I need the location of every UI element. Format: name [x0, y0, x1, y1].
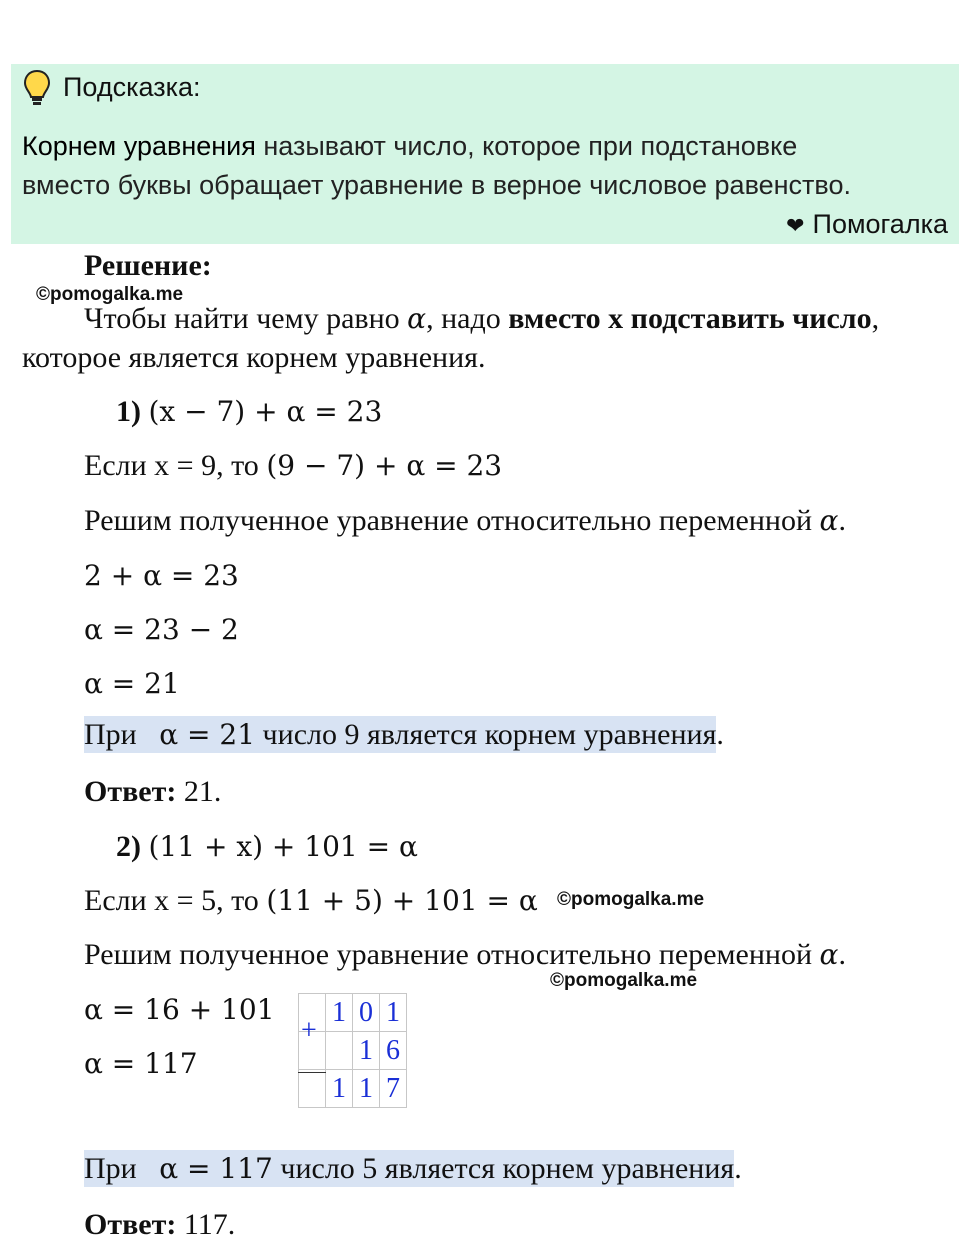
part1-conclusion-end: .	[716, 718, 724, 751]
watermark-1: ©pomogalka.me	[36, 284, 184, 305]
part1-answer-value: 21.	[176, 775, 222, 808]
part1-conclusion	[84, 718, 724, 752]
part2-equation	[116, 830, 418, 864]
heart-icon: ❤	[786, 213, 805, 238]
part2-if-text: Если х = 5, то	[84, 884, 267, 917]
part2-conclusion-b: число 5 является корнем уравнения	[272, 1152, 735, 1185]
part2-step-2: α = 117	[84, 1047, 198, 1080]
column-cell	[299, 1070, 326, 1108]
part1-eq: (x − 7) + α = 23	[148, 395, 383, 428]
part1-num: 1)	[116, 395, 141, 428]
hint-text-line2: вместо буквы обращает уравнение в верное числовое равенство.	[22, 170, 851, 200]
intro-bold: вместо х подставить число	[508, 302, 872, 335]
column-cell: 0	[353, 994, 380, 1032]
solution-heading: Решение:	[84, 249, 212, 282]
part1-equation	[116, 395, 382, 429]
hint-brand	[786, 209, 948, 240]
column-addition	[298, 993, 407, 1108]
part1-solve	[84, 504, 846, 538]
part1-solve-var: α	[819, 504, 839, 537]
part2-solve-var: α	[819, 938, 839, 971]
part2-conclusion	[84, 1152, 742, 1186]
column-cell: 1	[326, 1070, 353, 1108]
part1-step-1: 2 + α = 23	[84, 559, 239, 592]
intro-line2: которое является корнем уравнения.	[22, 341, 486, 374]
part2-answer-label: Ответ:	[84, 1208, 177, 1241]
column-sum-line	[298, 1072, 326, 1073]
part2-conclusion-math: α = 117	[159, 1152, 273, 1185]
intro-text-a: Чтобы найти чему равно	[84, 302, 408, 335]
watermark-2: ©pomogalka.me	[557, 889, 705, 910]
column-cell	[326, 1032, 353, 1070]
part2-if-math: (11 + 5) + 101 = α	[266, 884, 538, 917]
part1-if-text: Если х = 9, то	[84, 449, 267, 482]
part1-step-3: α = 21	[84, 667, 180, 700]
intro-var: α	[407, 302, 427, 335]
part2-step-1: α = 16 + 101	[84, 993, 275, 1026]
hint-title: Подсказка:	[63, 72, 201, 102]
intro-text-b: , надо	[426, 302, 509, 335]
part2-if	[84, 884, 538, 918]
part1-answer-label: Ответ:	[84, 775, 177, 808]
hint-text-line1	[22, 131, 797, 162]
part1-solve-end: .	[838, 504, 846, 537]
part2-conclusion-a: При	[84, 1152, 160, 1185]
column-cell: 7	[380, 1070, 407, 1108]
part2-solve-text: Решим полученное уравнение относительно переменной	[84, 938, 820, 971]
hint-text-a: называют число, которое при подстановке	[255, 131, 798, 161]
watermark-3: ©pomogalka.me	[550, 970, 698, 991]
column-cell: 1	[326, 994, 353, 1032]
column-cell: 1	[353, 1032, 380, 1070]
column-cell: 1	[353, 1070, 380, 1108]
intro-line1	[84, 302, 879, 336]
hint-brand-label: Помогалка	[812, 209, 948, 239]
column-plus-sign: +	[301, 1015, 317, 1046]
part1-if-math: (9 − 7) + α = 23	[266, 449, 503, 482]
part2-solve-end: .	[838, 938, 846, 971]
intro-text-c: ,	[871, 302, 880, 335]
part2-answer-value: 117.	[176, 1208, 236, 1241]
column-row-3	[299, 1070, 407, 1108]
part2-solve	[84, 938, 846, 972]
part1-step-2: α = 23 − 2	[84, 613, 239, 646]
part1-if	[84, 449, 502, 483]
hint-term: Корнем уравнения	[22, 131, 256, 161]
part1-answer	[84, 775, 221, 809]
part1-conclusion-b: число 9 является корнем уравнения	[255, 718, 717, 751]
part1-conclusion-a: При	[84, 718, 160, 751]
part2-conclusion-end: .	[734, 1152, 742, 1185]
part2-eq: (11 + x) + 101 = α	[148, 830, 418, 863]
column-cell: 1	[380, 994, 407, 1032]
part1-solve-text: Решим полученное уравнение относительно переменной	[84, 504, 820, 537]
part1-conclusion-math: α = 21	[159, 718, 256, 751]
part2-answer	[84, 1208, 235, 1242]
column-cell: 6	[380, 1032, 407, 1070]
lightbulb-icon	[22, 68, 52, 108]
part2-num: 2)	[116, 830, 141, 863]
